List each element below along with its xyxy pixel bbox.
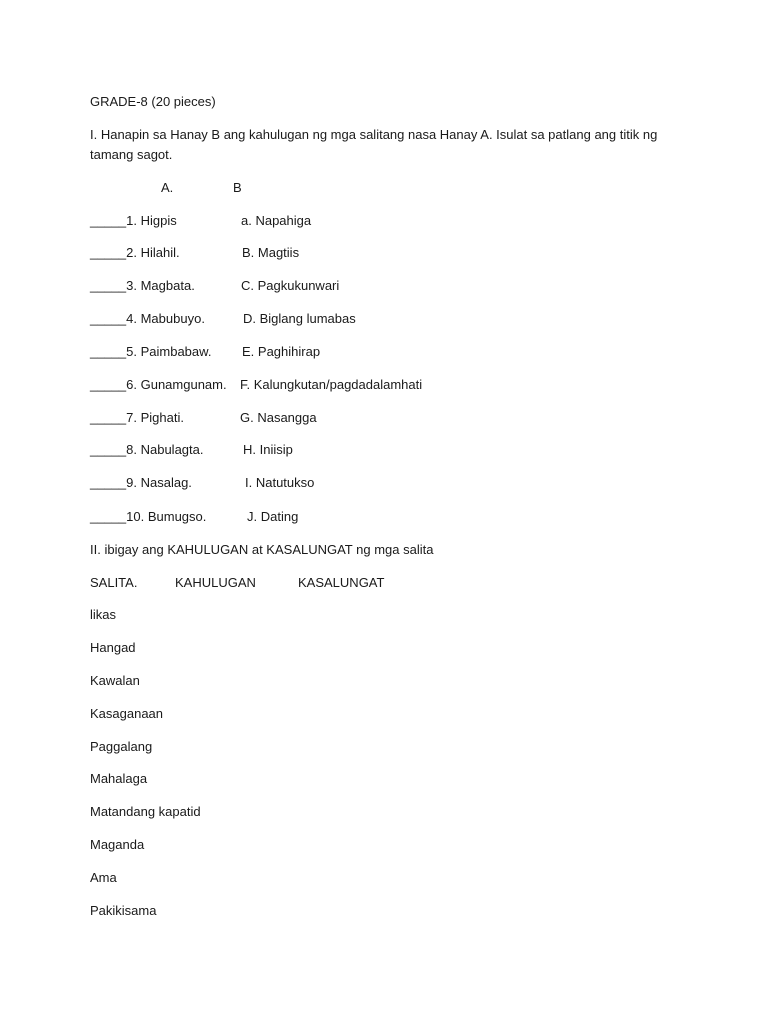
match-item-10-right: J. Dating — [247, 509, 299, 524]
match-item-6-left: _____6. Gunamgunam. — [90, 377, 227, 392]
match-item-8-right: H. Iniisip — [243, 442, 293, 457]
match-item-2-right: B. Magtiis — [242, 245, 300, 260]
header-kasalungat: KASALUNGAT — [298, 575, 385, 590]
match-item-9-left: _____9. Nasalag. — [90, 475, 192, 490]
word-item: Kasaganaan — [90, 706, 164, 721]
header-salita: SALITA. — [90, 575, 138, 590]
match-item-3-left: _____3. Magbata. — [90, 278, 195, 293]
match-item-6-right: F. Kalungkutan/pagdadalamhati — [240, 377, 423, 392]
match-item-9-right: I. Natutukso — [245, 475, 315, 490]
word-item: Mahalaga — [90, 771, 148, 786]
word-item: Maganda — [90, 837, 145, 852]
document-title: GRADE-8 (20 pieces) — [90, 94, 216, 109]
part1-instruction: I. Hanapin sa Hanay B ang kahulugan ng mga salitang nasa Hanay A. Isulat sa patlang ang titik ng tamang sagot. — [90, 127, 658, 162]
match-item-4-right: D. Biglang lumabas — [243, 311, 356, 326]
header-kahulugan: KAHULUGAN — [175, 575, 256, 590]
word-item: Ama — [90, 870, 117, 885]
part2-instruction: II. ibigay ang KAHULUGAN at KASALUNGAT ng mga salita — [90, 542, 434, 557]
match-item-10-left: _____10. Bumugso. — [90, 509, 207, 524]
match-item-7-right: G. Nasangga — [240, 410, 317, 425]
match-item-1-right: a. Napahiga — [241, 213, 312, 228]
match-item-1-left: _____1. Higpis — [90, 213, 177, 228]
column-b-header: B — [233, 180, 242, 195]
word-item: Hangad — [90, 640, 136, 655]
match-item-4-left: _____4. Mabubuyo. — [90, 311, 205, 326]
word-item: Paggalang — [90, 739, 153, 754]
word-item: Kawalan — [90, 673, 140, 688]
match-item-5-left: _____5. Paimbabaw. — [90, 344, 212, 359]
word-item: Matandang kapatid — [90, 804, 201, 819]
match-item-5-right: E. Paghihirap — [242, 344, 321, 359]
word-item: likas — [90, 607, 117, 622]
match-item-7-left: _____7. Pighati. — [90, 410, 184, 425]
word-item: Pakikisama — [90, 903, 157, 918]
match-item-3-right: C. Pagkukunwari — [241, 278, 340, 293]
match-item-2-left: _____2. Hilahil. — [90, 245, 180, 260]
column-a-header: A. — [161, 180, 174, 195]
match-item-8-left: _____8. Nabulagta. — [90, 442, 204, 457]
